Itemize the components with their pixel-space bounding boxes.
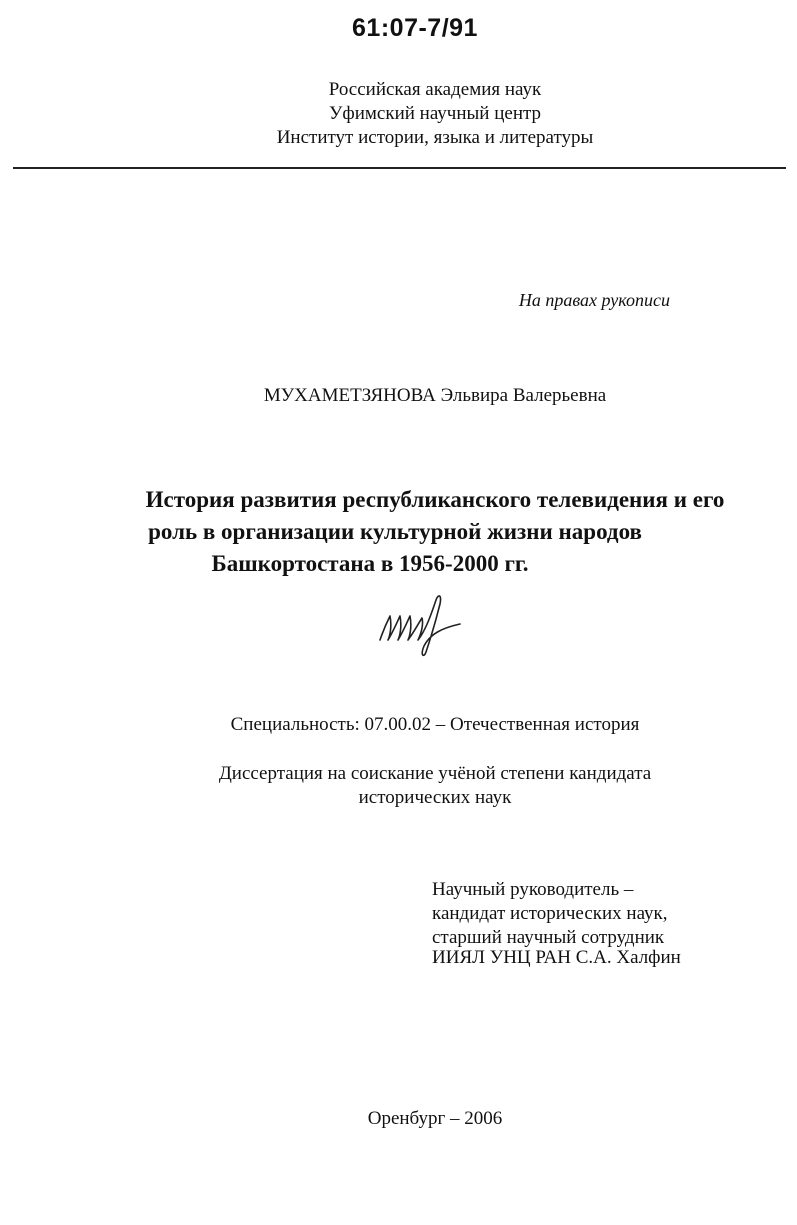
- degree-line-1: Диссертация на соискание учёной степени кандидата: [218, 763, 652, 784]
- institution-line-1: Российская академия наук: [328, 79, 542, 100]
- title-line-2: роль в организации культурной жизни народов: [148, 519, 642, 544]
- advisor-line-2: кандидат исторических наук,: [432, 903, 668, 924]
- title-line-3: Башкортостана в 1956-2000 гг.: [211, 551, 529, 576]
- degree-line-2: исторических наук: [358, 787, 512, 808]
- archive-code: 61:07-7/91: [352, 14, 478, 42]
- institution-line-3: Институт истории, языка и литературы: [276, 127, 594, 148]
- institution-line-2: Уфимский научный центр: [328, 103, 542, 124]
- city-year: Оренбург – 2006: [367, 1108, 503, 1129]
- advisor-line-4: ИИЯЛ УНЦ РАН С.А. Халфин: [432, 947, 681, 968]
- specialty-line: Специальность: 07.00.02 – Отечественная история: [230, 714, 640, 735]
- handwritten-signature: [376, 590, 466, 660]
- manuscript-rights-note: На правах рукописи: [518, 290, 670, 310]
- author-name: МУХАМЕТЗЯНОВА Эльвира Валерьевна: [263, 385, 607, 406]
- advisor-line-3: старший научный сотрудник: [432, 927, 665, 948]
- header-divider: [13, 167, 786, 169]
- advisor-line-1: Научный руководитель –: [432, 879, 634, 900]
- title-line-1: История развития республиканского телевидения и его: [145, 487, 725, 512]
